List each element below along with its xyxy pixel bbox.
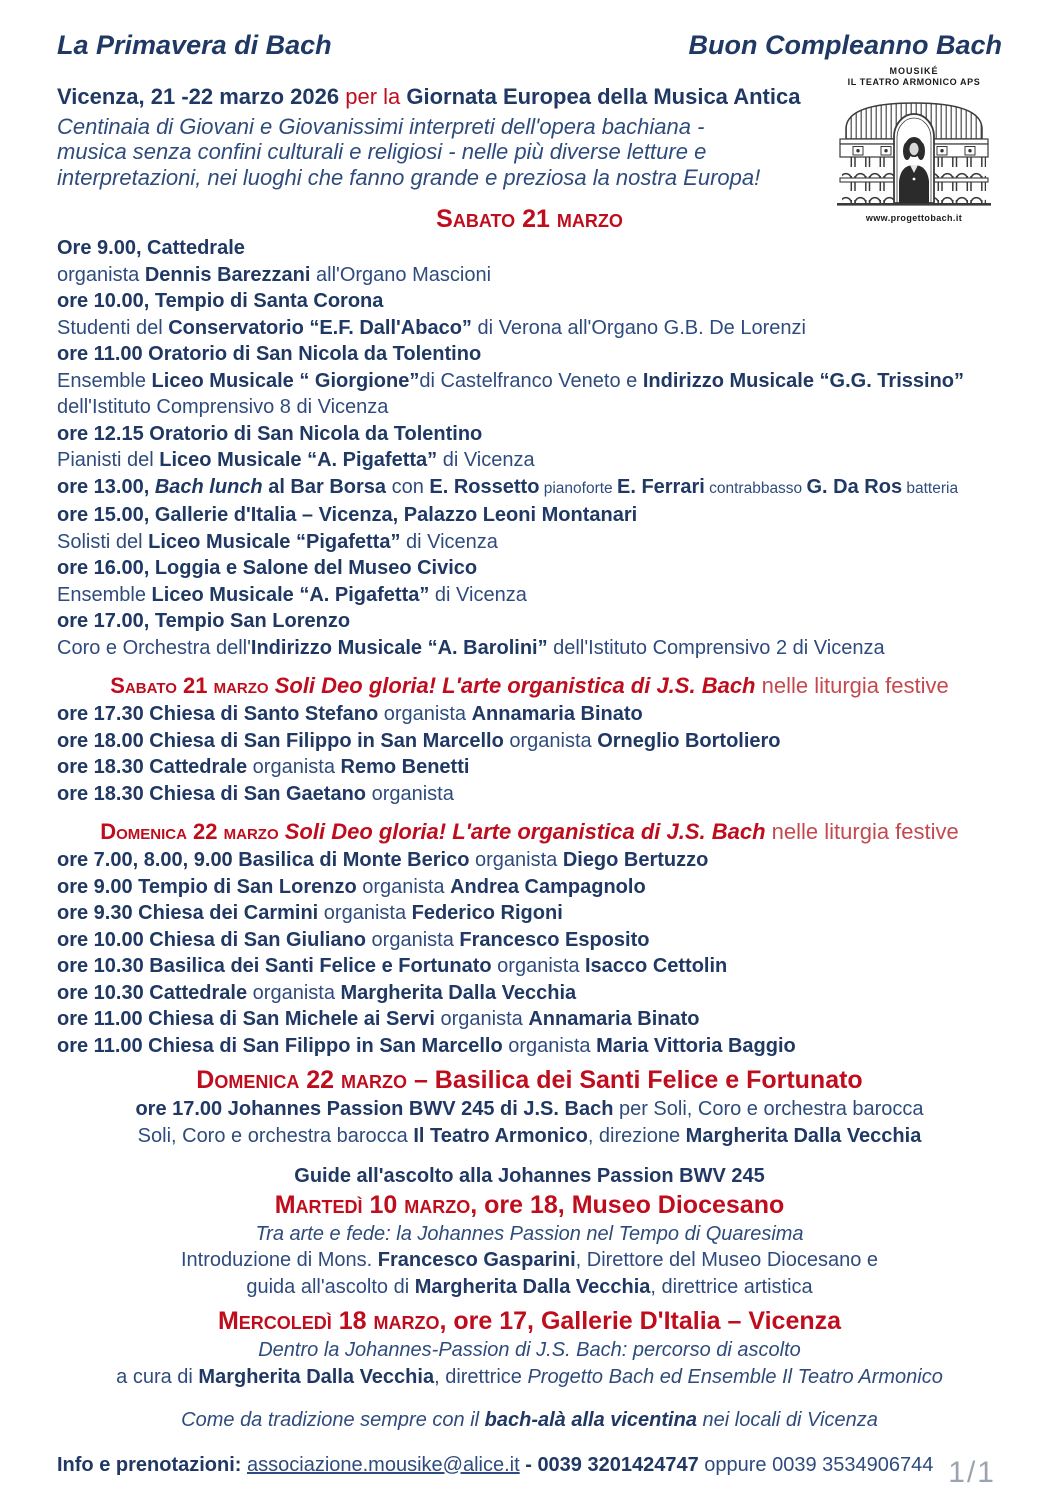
text-segment: organista <box>502 1034 597 1057</box>
text-segment: Liceo Musicale “A. Pigafetta” <box>159 449 438 471</box>
text-segment: ore 13.00, <box>57 475 155 498</box>
text-segment: Progetto Bach ed Ensemble Il Teatro Armonico <box>527 1365 943 1388</box>
schedule-line <box>57 1123 1002 1150</box>
text-segment: , ore 17, Gallerie D'Italia – Vicenza <box>439 1307 842 1335</box>
text-segment: con <box>386 475 430 498</box>
text-segment: ore 10.30 Basilica dei Santi Felice e Fortunato <box>57 955 492 977</box>
text-segment: Francesco Esposito <box>459 928 650 951</box>
text-segment: - <box>519 1453 538 1476</box>
schedule-line <box>57 1221 1002 1248</box>
intro-text-line: Centinaia di Giovani e Giovanissimi interpreti dell'opera bachiana - <box>57 113 705 139</box>
text-segment: Tra arte e fede: la Johannes Passion nel Tempo di Quaresima <box>255 1222 804 1245</box>
text-segment: Domenica 22 marzo <box>196 1066 408 1094</box>
document-header <box>57 30 1002 61</box>
schedule-line <box>57 555 1002 582</box>
text-segment: ore 17.00 Johannes Passion BWV 245 di J.S. Bach <box>135 1098 614 1120</box>
text-segment: bach-alà alla vicentina <box>484 1409 697 1431</box>
text-segment: a cura di <box>116 1365 199 1388</box>
text-segment: Remo Benetti <box>340 756 470 778</box>
section-domenica-22-liturgie <box>57 817 1002 1059</box>
intro-text-line: interpretazioni, nei luoghi che fanno grande e preziosa la nostra Europa! <box>57 164 761 190</box>
text-segment: ore 11.00 Chiesa di San Michele ai Servi <box>57 1008 435 1030</box>
text-segment: per Soli, Coro e orchestra barocca <box>613 1098 924 1120</box>
text-segment: , direzione <box>587 1124 686 1147</box>
text-segment: Info e prenotazioni: <box>57 1453 247 1476</box>
text-segment: 0039 3201424747 <box>537 1453 699 1476</box>
text-segment: organista <box>491 955 585 977</box>
text-segment: Annamaria Binato <box>528 1008 700 1030</box>
text-segment: Introduzione di Mons. <box>180 1249 378 1271</box>
text-segment: ore 10.00 Chiesa di San Giuliano <box>57 928 366 951</box>
text-segment: ore 15.00, Gallerie d'Italia – Vicenza, Palazzo Leoni Montanari <box>57 504 638 526</box>
text-segment: Dennis Barezzani <box>144 263 311 286</box>
text-segment: ore 9.30 Chiesa dei Carmini <box>57 902 319 924</box>
text-segment: ore 10.30 Cattedrale <box>57 981 248 1004</box>
text-segment: Andrea Campagnolo <box>450 875 646 898</box>
text-segment: guida all'ascolto di <box>246 1275 415 1298</box>
schedule-line <box>57 900 1002 927</box>
text-segment: ore 7.00, 8.00, 9.00 Basilica di Monte Berico <box>57 849 470 871</box>
text-segment: Conservatorio “E.F. Dall'Abaco” <box>168 316 472 339</box>
text-segment: Bach lunch <box>154 475 263 498</box>
schedule-line <box>57 1407 1002 1434</box>
schedule-line <box>57 701 1002 728</box>
section-info-prenotazioni <box>57 1452 1002 1479</box>
section-guide-ascolto-martedi <box>57 1163 1002 1300</box>
schedule-line <box>57 341 1002 368</box>
text-segment: Solisti del <box>57 530 149 553</box>
section-bach-ala-tradizione <box>57 1407 1002 1434</box>
text-segment: ore 18.30 Cattedrale <box>57 756 248 778</box>
text-segment: Dentro la Johannes-Passion di J.S. Bach: percorso di ascolto <box>258 1339 801 1361</box>
text-segment: Margherita Dalla Vecchia <box>685 1124 922 1147</box>
schedule-line <box>57 1096 1002 1123</box>
text-segment: Margherita Dalla Vecchia <box>414 1275 651 1298</box>
text-segment: Sabato 21 marzo <box>110 673 275 698</box>
text-segment: Orneglio Bortoliero <box>597 729 781 752</box>
text-segment: Diego Bertuzzo <box>562 849 709 871</box>
text-segment: di Castelfranco Veneto e <box>419 369 643 392</box>
schedule-line <box>57 582 1002 609</box>
text-segment: dell'Istituto Comprensivo 2 di Vicenza <box>547 636 885 659</box>
text-segment: nelle liturgia festive <box>755 673 949 698</box>
page-title-right: Buon Compleanno Bach <box>688 30 1002 60</box>
mousike-logo <box>814 66 1014 223</box>
schedule-line <box>57 368 1002 395</box>
intro-date: Vicenza, 21 -22 marzo 2026 <box>57 84 340 109</box>
sections <box>57 204 1002 1478</box>
schedule-line <box>57 235 1002 262</box>
text-segment: Margherita Dalla Vecchia <box>340 981 577 1004</box>
text-segment: Liceo Musicale “A. Pigafetta” <box>151 583 430 606</box>
text-segment: , direttrice <box>434 1365 528 1388</box>
text-segment: nei locali di Vicenza <box>696 1409 878 1431</box>
text-segment: organista <box>366 928 460 951</box>
text-segment: ore 11.00 Oratorio di San Nicola da Tolentino <box>57 343 482 365</box>
text-segment: di Verona all'Organo G.B. De Lorenzi <box>471 316 806 339</box>
text-segment: organista <box>378 703 472 725</box>
schedule-line <box>57 927 1002 954</box>
text-segment: organista <box>247 756 341 778</box>
text-segment: pianoforte <box>539 479 617 497</box>
schedule-line <box>57 980 1002 1007</box>
schedule-line <box>57 1247 1002 1274</box>
text-segment: E. Ferrari <box>616 475 705 498</box>
text-segment: Guide all'ascolto alla Johannes Passion BWV 245 <box>294 1165 765 1187</box>
text-segment: Annamaria Binato <box>471 703 643 725</box>
text-segment: Mercoledì 18 marzo <box>217 1307 440 1335</box>
text-segment: ore 12.15 Oratorio di San Nicola da Tolentino <box>57 422 483 445</box>
schedule-line <box>57 608 1002 635</box>
text-segment: Soli Deo gloria! L'arte organistica di J.S. Bach <box>284 819 766 844</box>
text-segment: di Vicenza <box>437 449 535 471</box>
text-segment: ore 18.00 Chiesa di San Filippo in San Marcello <box>57 729 504 752</box>
text-segment: Margherita Dalla Vecchia <box>198 1365 435 1388</box>
schedule-line <box>57 874 1002 901</box>
text-segment: contrabbasso <box>704 479 807 497</box>
text-segment: Liceo Musicale “ Giorgione” <box>151 369 420 392</box>
schedule-line <box>57 502 1002 529</box>
schedule-line <box>57 421 1002 448</box>
text-segment: all'Organo Mascioni <box>310 263 492 286</box>
logo-org-name: MOUSIKÉ <box>889 66 939 76</box>
text-segment: G. Da Ros <box>806 475 903 498</box>
text-segment: organista <box>247 981 341 1004</box>
schedule-line <box>57 1452 1002 1479</box>
text-segment: ore 17.30 Chiesa di Santo Stefano <box>57 703 379 725</box>
schedule-line <box>57 781 1002 808</box>
schedule-line <box>57 635 1002 662</box>
text-segment: Martedì 10 marzo <box>274 1190 471 1219</box>
text-segment: Ore 9.00, Cattedrale <box>57 237 245 259</box>
text-segment: , Direttore del Museo Diocesano e <box>575 1249 879 1271</box>
intro-date-connector: per la <box>339 84 407 109</box>
text-segment: Coro e Orchestra dell' <box>57 636 251 659</box>
page-title-left: La Primavera di Bach <box>57 30 332 60</box>
logo-org-subtitle: IL TEATRO ARMONICO APS <box>847 77 981 87</box>
schedule-line <box>57 288 1002 315</box>
email-link[interactable]: associazione.mousike@alice.it <box>247 1453 520 1476</box>
text-segment: Maria Vittoria Baggio <box>596 1034 796 1057</box>
schedule-line <box>57 953 1002 980</box>
schedule-line <box>57 847 1002 874</box>
schedule-line <box>57 1337 1002 1364</box>
text-segment: , direttrice artistica <box>650 1275 813 1298</box>
text-segment: nelle liturgia festive <box>765 819 959 844</box>
text-segment: Soli Deo gloria! L'arte organistica di J.S. Bach <box>274 673 756 698</box>
text-segment: oppure 0039 3534906744 <box>698 1453 934 1476</box>
text-segment: ore 18.30 Chiesa di San Gaetano <box>57 782 367 805</box>
text-segment: ore 10.00, Tempio di Santa Corona <box>57 290 384 312</box>
text-segment: – Basilica dei Santi Felice e Fortunato <box>407 1066 863 1094</box>
text-segment: al Bar Borsa <box>262 475 387 498</box>
text-segment: Sabato 21 marzo <box>436 205 623 233</box>
text-segment: ore 16.00, Loggia e Salone del Museo Civico <box>57 557 478 579</box>
text-segment: Indirizzo Musicale “A. Barolini” <box>250 636 548 659</box>
section-heading <box>57 1190 1002 1221</box>
section-guide-ascolto-mercoledi <box>57 1306 1002 1390</box>
section-heading <box>57 671 1002 701</box>
text-segment: ore 17.00, Tempio San Lorenzo <box>57 610 351 632</box>
schedule-line <box>57 447 1002 474</box>
text-segment: di Vicenza <box>400 530 498 553</box>
text-segment: organista <box>366 782 454 805</box>
schedule-line <box>57 754 1002 781</box>
text-segment: organista <box>469 849 563 871</box>
schedule-line <box>57 315 1002 342</box>
schedule-line <box>57 1006 1002 1033</box>
text-segment: dell'Istituto Comprensivo 8 di Vicenza <box>57 396 389 418</box>
schedule-line <box>57 728 1002 755</box>
text-segment: Francesco Gasparini <box>377 1249 576 1271</box>
section-heading <box>57 817 1002 847</box>
bach-portrait <box>899 137 929 203</box>
schedule-line <box>57 394 1002 421</box>
text-segment: ore 9.00 Tempio di San Lorenzo <box>57 875 357 898</box>
text-segment: Studenti del <box>57 316 169 339</box>
intro-date-line <box>57 84 827 110</box>
text-segment: ore 11.00 Chiesa di San Filippo in San Marcello <box>57 1034 503 1057</box>
text-segment: organista <box>318 902 412 924</box>
text-segment: Indirizzo Musicale “G.G. Trissino” <box>642 369 964 392</box>
schedule-line <box>57 1163 1002 1190</box>
section-domenica-22-johannes-passion <box>57 1065 1002 1149</box>
text-segment: Come da tradizione sempre con il <box>181 1409 485 1431</box>
section-heading <box>57 1065 1002 1096</box>
text-segment: organista <box>57 263 145 286</box>
text-segment: Federico Rigoni <box>411 902 563 924</box>
text-segment: Il Teatro Armonico <box>413 1124 588 1147</box>
section-sabato-21-marzo-programma <box>57 204 1002 661</box>
intro-event-name: Giornata Europea della Musica Antica <box>406 84 801 109</box>
logo-website: www.progettobach.it <box>865 213 963 223</box>
text-segment: di Vicenza <box>429 583 527 606</box>
text-segment: Pianisti del <box>57 449 160 471</box>
text-segment: E. Rossetto <box>429 475 540 498</box>
text-segment: Isacco Cettolin <box>585 955 728 977</box>
text-segment: Ensemble <box>57 583 152 606</box>
text-segment: , ore 18, Museo Diocesano <box>470 1190 785 1219</box>
section-heading <box>57 1306 1002 1337</box>
intro-text-line: musica senza confini culturali e religiosi - nelle più diverse letture e <box>57 139 707 164</box>
schedule-line <box>57 262 1002 289</box>
text-segment: Liceo Musicale “Pigafetta” <box>148 530 401 553</box>
text-segment: organista <box>356 875 451 898</box>
schedule-line <box>57 1364 1002 1391</box>
basilica-palladiana-illustration <box>824 95 1004 207</box>
schedule-line <box>57 474 1002 503</box>
text-segment: batteria <box>902 479 959 497</box>
text-segment: Ensemble <box>57 369 152 392</box>
text-segment: organista <box>434 1008 529 1030</box>
schedule-line <box>57 1274 1002 1301</box>
schedule-line <box>57 529 1002 556</box>
text-segment: Domenica 22 marzo <box>100 819 285 844</box>
text-segment: Soli, Coro e orchestra barocca <box>137 1124 414 1147</box>
section-sabato-21-liturgie <box>57 671 1002 807</box>
intro-paragraph <box>57 84 827 190</box>
schedule-line <box>57 1033 1002 1060</box>
text-segment: organista <box>503 729 598 752</box>
page-number: 1/1 <box>948 1456 996 1489</box>
